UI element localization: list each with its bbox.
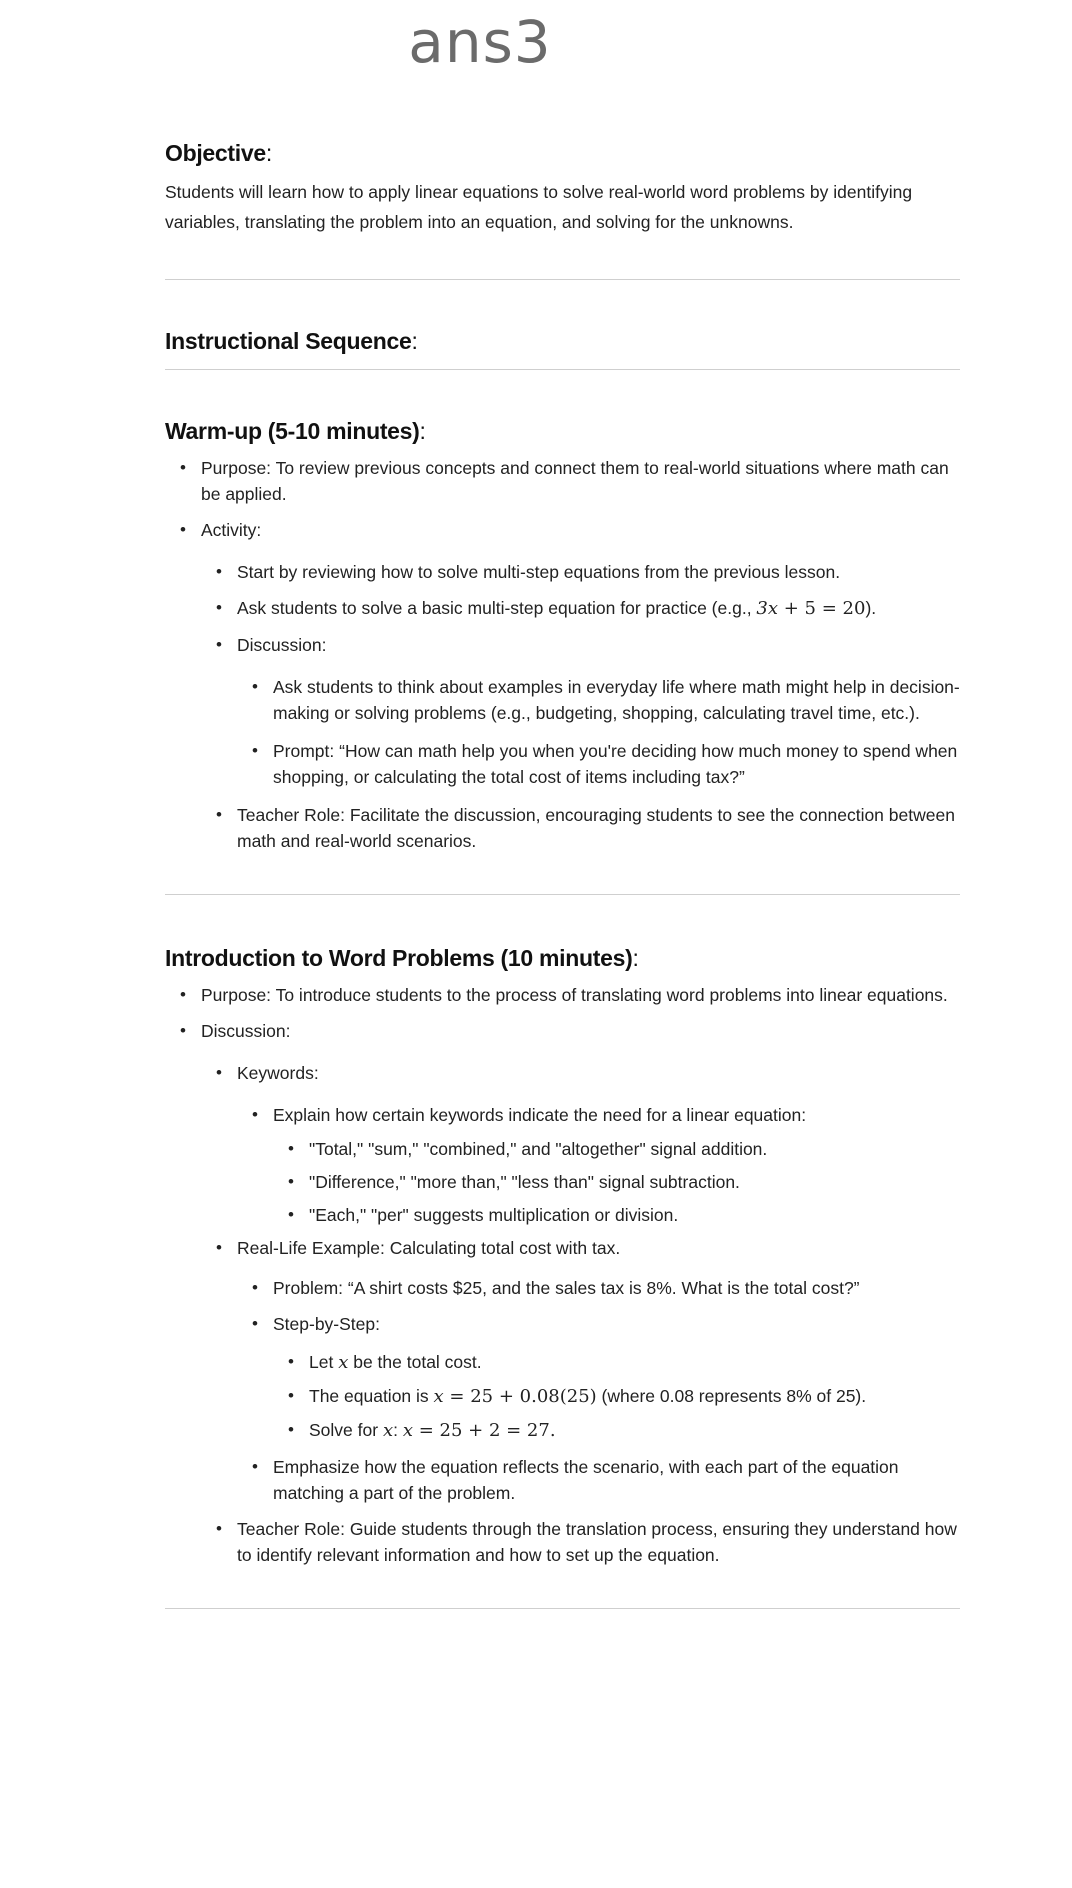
steps-wrapper <box>273 1349 960 1444</box>
keywords-list <box>273 1102 960 1228</box>
divider <box>165 1608 960 1609</box>
list-item: • Let x be the total cost. <box>309 1349 960 1376</box>
discussion-list <box>273 674 960 790</box>
activity-sublist-wrapper <box>201 559 960 854</box>
list-item: • Ask students to solve a basic multi-step equation for practice (e.g., 3x + 5 = 20). <box>237 595 960 622</box>
practice-equation: 3x + 5 = 20 <box>756 598 866 619</box>
list-item: • Activity: <box>201 517 960 543</box>
list-item: • Ask students to think about examples in everyday life where math might help in decision-making or solving problems (e.g., budgeting, shopping, calculating travel time, etc.). <box>273 674 960 726</box>
instructional-sequence-heading: Instructional Sequence: <box>165 328 418 354</box>
example-list <box>273 1275 960 1506</box>
list-item: • Discussion: <box>237 632 960 658</box>
divider <box>165 369 960 370</box>
list-item: • Teacher Role: Facilitate the discussion, encouraging students to see the connection between math and real-world scenarios. <box>237 802 960 854</box>
discussion-sublist-wrapper <box>237 674 960 790</box>
intro-heading: Introduction to Word Problems (10 minutes): <box>165 945 639 971</box>
example-wrapper <box>237 1275 960 1506</box>
list-item: • "Each," "per" suggests multiplication or division. <box>309 1202 960 1228</box>
list-item: • Solve for x: x = 25 + 2 = 27. <box>309 1417 960 1444</box>
divider <box>165 279 960 280</box>
intro-discussion-list <box>237 1060 960 1568</box>
keyword-examples-list <box>309 1136 960 1228</box>
objective-text: Students will learn how to apply linear equations to solve real-world word problems by identifying variables, translating the problem into an equation, and solving for the unknowns. <box>165 182 913 232</box>
intro-discussion-wrapper <box>201 1060 960 1568</box>
list-item: • Discussion: <box>201 1018 960 1044</box>
solution-equation: x = 25 + 2 = 27. <box>402 1420 556 1441</box>
document-body <box>165 140 960 1609</box>
list-item: • Prompt: “How can math help you when you're deciding how much money to spend when shopping, or calculating the total cost of items including tax?” <box>273 738 960 790</box>
list-item: • Explain how certain keywords indicate the need for a linear equation: <box>273 1102 960 1128</box>
list-item: • Purpose: To introduce students to the process of translating word problems into linear equations. <box>201 982 960 1008</box>
activity-list <box>237 559 960 854</box>
list-item: • Step-by-Step: <box>273 1311 960 1337</box>
warmup-list <box>201 455 960 854</box>
list-item: • The equation is x = 25 + 0.08(25) (where 0.08 represents 8% of 25). <box>309 1383 960 1410</box>
list-item: • "Total," "sum," "combined," and "altogether" signal addition. <box>309 1136 960 1162</box>
list-item: • Teacher Role: Guide students through the translation process, ensuring they understand how to identify relevant information and how to set up the equation. <box>237 1516 960 1568</box>
list-item: • "Difference," "more than," "less than" signal subtraction. <box>309 1169 960 1195</box>
list-item: • Keywords: <box>237 1060 960 1086</box>
warmup-heading: Warm-up (5-10 minutes): <box>165 418 426 444</box>
list-item: • Start by reviewing how to solve multi-step equations from the previous lesson. <box>237 559 960 585</box>
divider <box>165 894 960 895</box>
intro-list <box>201 982 960 1568</box>
steps-list <box>309 1349 960 1444</box>
page-title: ans3 <box>408 8 552 76</box>
tax-equation: x = 25 + 0.08(25) <box>433 1386 597 1407</box>
objective-heading: Objective: <box>165 140 272 166</box>
list-item: • Real-Life Example: Calculating total cost with tax. <box>237 1235 960 1261</box>
list-item: • Emphasize how the equation reflects the scenario, with each part of the equation matching a part of the problem. <box>273 1454 960 1506</box>
list-item: • Purpose: To review previous concepts and connect them to real-world situations where math can be applied. <box>201 455 960 507</box>
keywords-wrapper <box>237 1102 960 1228</box>
keyword-examples-wrapper <box>273 1136 960 1228</box>
list-item: • Problem: “A shirt costs $25, and the sales tax is 8%. What is the total cost?” <box>273 1275 960 1301</box>
